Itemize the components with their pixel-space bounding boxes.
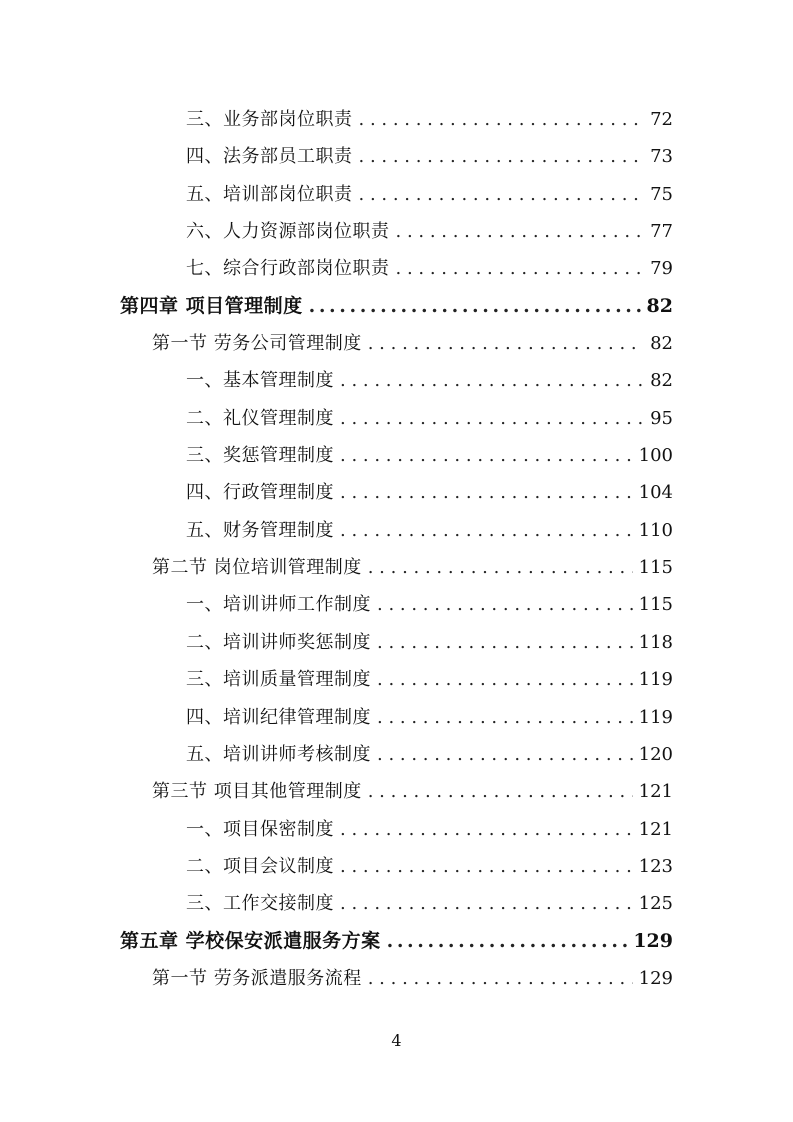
toc-entry-page-number: 120: [638, 743, 673, 765]
toc-subsection-entry[interactable]: [120, 661, 673, 698]
toc-dot-leader: [359, 138, 645, 175]
toc-dot-leader: [359, 101, 645, 138]
toc-subsection-entry[interactable]: [120, 213, 673, 250]
toc-dot-leader: [368, 549, 633, 586]
toc-entry-title: 二、项目会议制度: [186, 855, 334, 877]
toc-entry-page-number: 115: [638, 557, 673, 579]
toc-subsection-entry[interactable]: [120, 512, 673, 549]
toc-subsection-entry[interactable]: [120, 138, 673, 175]
toc-entry-page-number: 82: [650, 333, 673, 355]
toc-entry-page-number: 100: [638, 445, 673, 467]
toc-dot-leader: [377, 736, 633, 773]
toc-entry-page-number: 115: [638, 594, 673, 616]
toc-subsection-entry[interactable]: [120, 250, 673, 287]
toc-subsection-entry[interactable]: [120, 362, 673, 399]
toc-subsection-entry[interactable]: [120, 101, 673, 138]
toc-section-entry[interactable]: [120, 773, 673, 810]
toc-entry-title: 二、礼仪管理制度: [186, 407, 334, 429]
toc-dot-leader: [368, 773, 633, 810]
toc-entry-page-number: 110: [638, 519, 673, 541]
toc-dot-leader: [340, 848, 633, 885]
toc-entry-title: 一、培训讲师工作制度: [186, 594, 371, 616]
toc-entry-title: 三、工作交接制度: [186, 893, 334, 915]
toc-subsection-entry[interactable]: [120, 176, 673, 213]
toc-entry-page-number: 119: [638, 669, 673, 691]
toc-entry-title: 三、培训质量管理制度: [186, 669, 371, 691]
toc-dot-leader: [340, 474, 633, 511]
toc-dot-leader: [340, 437, 633, 474]
page-number: 4: [391, 1031, 402, 1050]
toc-subsection-entry[interactable]: [120, 848, 673, 885]
toc-entry-title: 四、法务部员工职责: [186, 146, 353, 168]
toc-entry-title: 五、培训部岗位职责: [186, 183, 353, 205]
toc-entry-title: 第二节 岗位培训管理制度: [152, 557, 362, 579]
toc-dot-leader: [359, 176, 645, 213]
toc-entry-title: 三、业务部岗位职责: [186, 109, 353, 130]
toc-entry-title: 第一节 劳务派遣服务流程: [152, 967, 362, 989]
toc-subsection-entry[interactable]: [120, 474, 673, 511]
table-of-contents: [120, 101, 673, 997]
toc-entry-title: 一、基本管理制度: [186, 370, 334, 392]
toc-dot-leader: [368, 325, 644, 362]
toc-section-entry[interactable]: [120, 960, 673, 997]
toc-dot-leader: [309, 288, 641, 325]
toc-chapter-entry[interactable]: [120, 288, 673, 325]
toc-dot-leader: [387, 923, 628, 960]
toc-subsection-entry[interactable]: [120, 811, 673, 848]
toc-entry-page-number: 121: [638, 818, 673, 840]
toc-entry-title: 第一节 劳务公司管理制度: [152, 333, 362, 355]
toc-entry-page-number: 119: [638, 706, 673, 728]
toc-entry-page-number: 73: [650, 146, 673, 168]
toc-entry-page-number: 104: [638, 482, 673, 504]
toc-entry-page-number: 77: [650, 221, 673, 243]
toc-subsection-entry[interactable]: [120, 699, 673, 736]
toc-dot-leader: [340, 811, 633, 848]
toc-entry-title: 第四章 项目管理制度: [120, 294, 303, 317]
toc-entry-page-number: 82: [650, 370, 673, 392]
toc-entry-page-number: 123: [638, 855, 673, 877]
toc-dot-leader: [377, 661, 633, 698]
toc-dot-leader: [377, 699, 633, 736]
toc-entry-page-number: 82: [646, 294, 673, 317]
toc-chapter-entry[interactable]: [120, 923, 673, 960]
toc-entry-title: 五、财务管理制度: [186, 519, 334, 541]
toc-dot-leader: [340, 512, 633, 549]
toc-section-entry[interactable]: [120, 325, 673, 362]
toc-entry-title: 三、奖惩管理制度: [186, 445, 334, 467]
toc-dot-leader: [396, 250, 645, 287]
toc-subsection-entry[interactable]: [120, 736, 673, 773]
toc-subsection-entry[interactable]: [120, 885, 673, 922]
toc-entry-page-number: 121: [638, 781, 673, 803]
toc-dot-leader: [340, 885, 633, 922]
toc-entry-title: 一、项目保密制度: [186, 818, 334, 840]
toc-dot-leader: [340, 362, 644, 399]
toc-entry-page-number: 129: [638, 967, 673, 989]
toc-entry-title: 第三节 项目其他管理制度: [152, 781, 362, 803]
toc-entry-page-number: 129: [633, 929, 673, 952]
toc-entry-page-number: 125: [638, 893, 673, 915]
toc-entry-page-number: 72: [650, 109, 673, 130]
toc-dot-leader: [368, 960, 633, 997]
toc-entry-page-number: 95: [650, 407, 673, 429]
toc-dot-leader: [377, 624, 633, 661]
toc-entry-page-number: 79: [650, 258, 673, 280]
toc-dot-leader: [396, 213, 645, 250]
toc-subsection-entry[interactable]: [120, 624, 673, 661]
toc-dot-leader: [340, 400, 644, 437]
toc-subsection-entry[interactable]: [120, 586, 673, 623]
toc-subsection-entry[interactable]: [120, 400, 673, 437]
toc-section-entry[interactable]: [120, 549, 673, 586]
toc-entry-title: 四、培训纪律管理制度: [186, 706, 371, 728]
toc-entry-title: 五、培训讲师考核制度: [186, 743, 371, 765]
toc-entry-title: 七、综合行政部岗位职责: [186, 258, 390, 280]
toc-entry-page-number: 75: [650, 183, 673, 205]
toc-entry-page-number: 118: [638, 631, 673, 653]
toc-dot-leader: [377, 586, 633, 623]
toc-entry-title: 六、人力资源部岗位职责: [186, 221, 390, 243]
toc-subsection-entry[interactable]: [120, 437, 673, 474]
toc-entry-title: 二、培训讲师奖惩制度: [186, 631, 371, 653]
toc-entry-title: 第五章 学校保安派遣服务方案: [120, 929, 381, 952]
toc-entry-title: 四、行政管理制度: [186, 482, 334, 504]
